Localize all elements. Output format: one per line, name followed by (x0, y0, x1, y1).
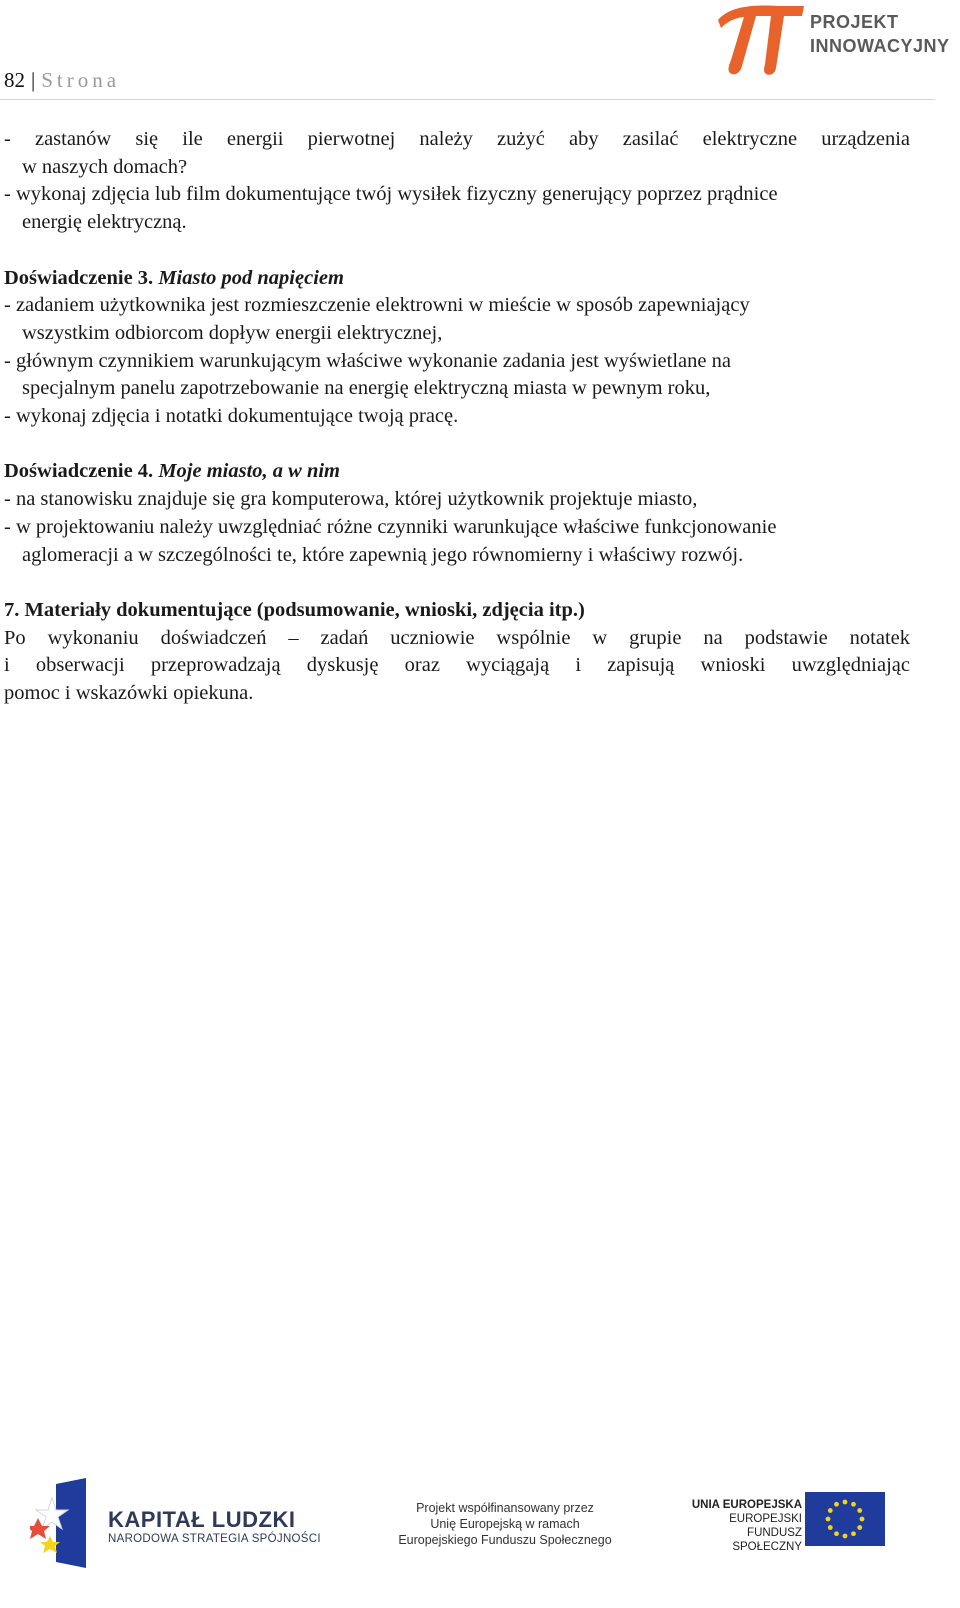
experiment-4-heading (4, 458, 910, 486)
eu-fund-text (680, 1498, 802, 1554)
eu-star (860, 1517, 865, 1522)
experiment-3-label: Doświadczenie 3. (4, 266, 154, 289)
page-number: 82 (4, 68, 25, 92)
experiment-4-label: Doświadczenie 4. (4, 460, 154, 483)
eu-star (834, 1502, 839, 1507)
experiment-3-line-2: wszystkim odbiorcom dopływ energii elektrycznej, (22, 321, 443, 344)
eu-line-3: FUNDUSZ SPOŁECZNY (732, 1527, 802, 1553)
footer (0, 1470, 960, 1580)
cofinancing-line-3: Europejskiego Funduszu Społecznego (398, 1533, 612, 1547)
eu-star (828, 1525, 833, 1530)
eu-line-2: EUROPEJSKI (729, 1513, 802, 1525)
experiment-3-line-4: specjalnym panelu zapotrzebowanie na energię elektryczną miasta w pewnym roku, (22, 377, 711, 400)
kapital-ludzki-title: KAPITAŁ LUDZKI (108, 1507, 296, 1532)
eu-star (851, 1502, 856, 1507)
eu-star (843, 1534, 848, 1539)
page-separator: | (31, 68, 36, 92)
eu-star (851, 1531, 856, 1536)
experiment-3-heading (4, 265, 910, 293)
experiment-3-line-3: - głównym czynnikiem warunkującym właściwe wykonanie zadania jest wyświetlane na (4, 349, 731, 372)
section-7-line-3: pomoc i wskazówki opiekuna. (4, 682, 254, 705)
logo-text (810, 10, 950, 58)
experiment-4-title: Moje miasto, a w nim (158, 460, 340, 483)
page-label: Strona (41, 68, 121, 92)
eu-line-1: UNIA EUROPEJSKA (691, 1499, 802, 1511)
pi-icon (718, 6, 804, 75)
document-body (4, 126, 910, 708)
page-number-header (4, 68, 120, 93)
kapital-ludzki-subtitle: NARODOWA STRATEGIA SPÓJNOŚCI (108, 1533, 321, 1545)
logo-text-line1: PROJEKT (810, 12, 899, 32)
intro-line-3: - wykonaj zdjęcia lub film dokumentujące twój wysiłek fizyczny generujący poprzez prądnice (4, 183, 778, 206)
cofinancing-line-2: Unię Europejską w ramach (430, 1517, 580, 1531)
eu-star (828, 1508, 833, 1513)
intro-line-2: w naszych domach? (22, 155, 188, 178)
eu-star (857, 1508, 862, 1513)
cofinancing-note (385, 1500, 625, 1548)
section-7-line-2: i obserwacji przeprowadzają dyskusję oraz wyciągają i zapisują wnioski uwzględniając (4, 654, 910, 677)
eu-star (826, 1517, 831, 1522)
experiment-3-title: Miasto pod napięciem (158, 266, 344, 289)
cofinancing-line-1: Projekt współfinansowany przez (416, 1501, 594, 1515)
section-7-line-1: Po wykonaniu doświadczeń – zadań uczniowie wspólnie w grupie na podstawie notatek (4, 626, 910, 649)
kapital-ludzki-logo (30, 1478, 92, 1568)
experiment-4-line-2: - w projektowaniu należy uwzględniać różne czynniki warunkujące właściwe funkcjonowanie (4, 515, 777, 538)
eu-star (834, 1531, 839, 1536)
experiment-3-line-1: - zadaniem użytkownika jest rozmieszczenie elektrowni w mieście w sposób zapewniający (4, 294, 750, 317)
experiment-3-line-5: - wykonaj zdjęcia i notatki dokumentujące twoją pracę. (4, 405, 459, 428)
header-divider (0, 99, 935, 100)
logo-text-line2: INNOWACYJNY (810, 36, 950, 56)
eu-star (857, 1525, 862, 1530)
experiment-4-line-1: - na stanowisku znajduje się gra komputerowa, której użytkownik projektuje miasto, (4, 488, 698, 511)
intro-line-4: energię elektryczną. (22, 211, 187, 234)
eu-star (843, 1500, 848, 1505)
section-7-title: 7. Materiały dokumentujące (podsumowanie, wnioski, zdjęcia itp.) (4, 598, 585, 621)
section-7-heading (4, 597, 910, 625)
intro-line-1: - zastanów się ile energii pierwotnej należy zużyć aby zasilać elektryczne urządzenia (4, 128, 910, 150)
experiment-4-line-3: aglomeracji a w szczególności te, które zapewnią jego równomierny i właściwy rozwój. (22, 543, 744, 566)
eu-flag-icon (805, 1492, 885, 1546)
